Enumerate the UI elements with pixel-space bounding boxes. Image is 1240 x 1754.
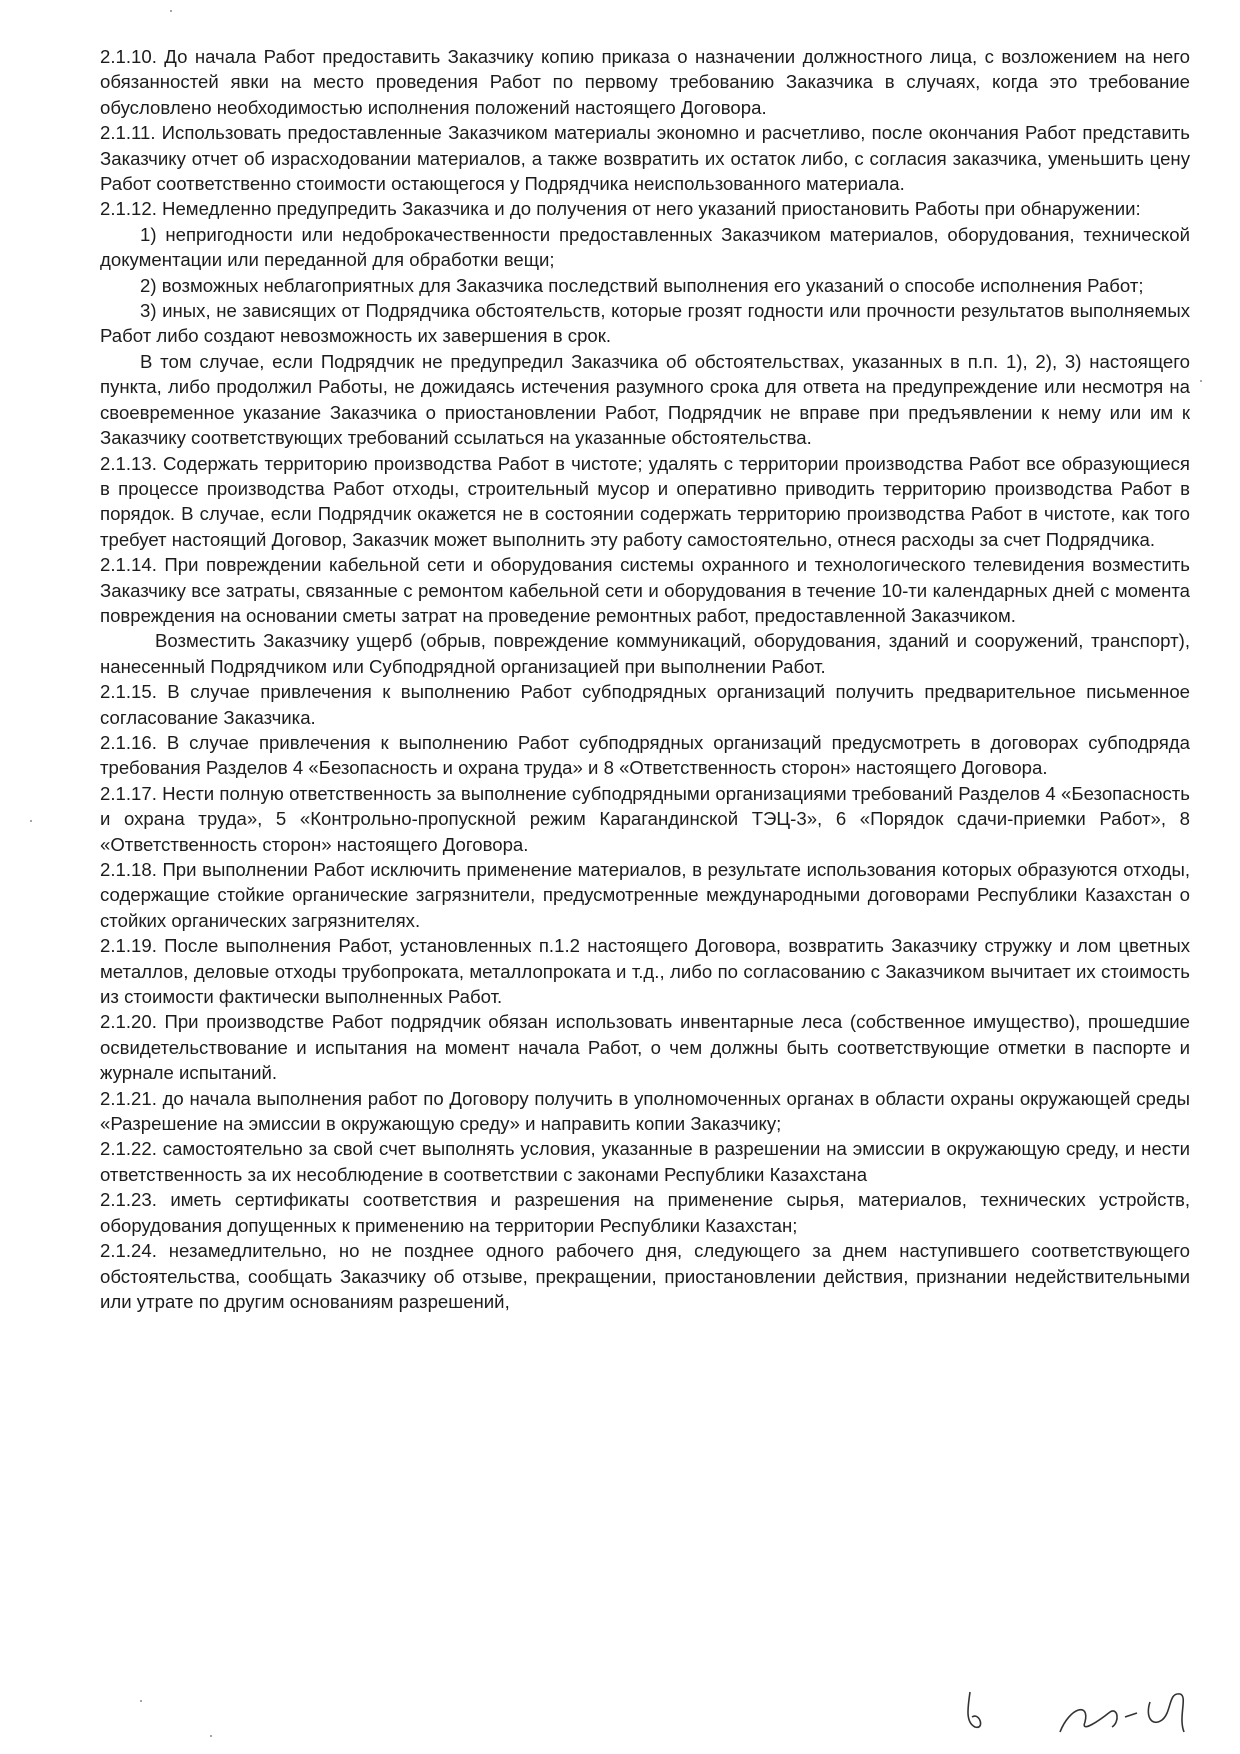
paragraph-p12: 2.1.16. В случае привлечения к выполнению Работ субподрядных организаций предусмотреть в договорах субподряда требования Разделов 4 «Безопасность и охрана труда» и 8 «Ответственность сторон» настоящего Договора.: [100, 731, 1190, 779]
handwritten-signature-icon: [940, 1672, 1200, 1742]
paragraph-p2: 2.1.11. Использовать предоставленные Заказчиком материалы экономно и расчетливо, после окончания Работ представить Заказчику отчет об израсходовании материалов, а также возвратить их остаток либо, с согласия заказчика, уменьшить цену Работ соответственно стоимости остающегося у Подрядчика неиспользованного материала.: [100, 122, 1190, 195]
document-page: [100, 44, 1190, 1314]
paragraph-p15: 2.1.19. После выполнения Работ, установленных п.1.2 настоящего Договора, возвратить Заказчику стружку и лом цветных металлов, деловые отходы трубопроката, металлопроката и т.д., либо по согласованию с Заказчиком вычитает их стоимость из стоимости фактически выполненных Работ.: [100, 935, 1190, 1008]
paragraph-p3: 2.1.12. Немедленно предупредить Заказчика и до получения от него указаний приостановить Работы при обнаружении:: [100, 198, 1141, 220]
paragraph-p1: 2.1.10. До начала Работ предоставить Заказчику копию приказа о назначении должностного лица, с возложением на него обязанностей явки на место проведения Работ по первому требованию Заказчика в случаях, когда это требование обусловлено необходимостью исполнения положений настоящего Договора.: [100, 46, 1190, 118]
paragraph-p6: 3) иных, не зависящих от Подрядчика обстоятельств, которые грозят годности или прочности результатов выполняемых Работ либо создают невозможность их завершения в срок.: [100, 300, 1190, 347]
paragraph-p11: 2.1.15. В случае привлечения к выполнению Работ субподрядных организаций получить предварительное письменное согласование Заказчика.: [100, 681, 1190, 728]
paragraph-p9: 2.1.14. При повреждении кабельной сети и оборудования системы охранного и технологического телевидения возместить Заказчику все затраты, связанные с ремонтом кабельной сети и оборудования в течение 10-ти календарных дней с момента повреждения на основании сметы затрат на проведение ремонтных работ, предоставленной Заказчиком.: [100, 554, 1190, 626]
paragraph-p7: В том случае, если Подрядчик не предупредил Заказчика об обстоятельствах, указанных в п.п. 1), 2), 3) настоящего пункта, либо продолжил Работы, не дожидаясь истечения разумного срока для ответа на предупреждение или несмотря на своевременное указание Заказчика о приостановлении Работ, Подрядчик не вправе при предъявлении к нему или им к Заказчику соответствующих требований ссылаться на указанные обстоятельства.: [100, 350, 1190, 449]
paragraph-p4: 1) непригодности или недоброкачественности предоставленных Заказчиком материалов, оборудования, технической документации или переданной для обработки вещи;: [100, 223, 1190, 271]
paragraph-p20: 2.1.24. незамедлительно, но не позднее одного рабочего дня, следующего за днем наступившего соответствующего обстоятельства, сообщать Заказчику об отзыве, прекращении, приостановлении действия, признании недействительными или утрате по другим основаниям разрешений,: [100, 1240, 1190, 1312]
paragraph-p13: 2.1.17. Нести полную ответственность за выполнение субподрядными организациями требований Разделов 4 «Безопасность и охрана труда», 5 «Контрольно-пропускной режим Карагандинской ТЭЦ-3», 6 «Порядок сдачи-приемки Работ», 8 «Ответственность сторон» настоящего Договора.: [100, 782, 1190, 855]
paragraph-p5: 2) возможных неблагоприятных для Заказчика последствий выполнения его указаний о способе исполнения Работ;: [140, 274, 1144, 296]
paragraph-p8: 2.1.13. Содержать территорию производства Работ в чистоте; удалять с территории производства Работ все образующиеся в процессе производства Работ отходы, строительный мусор и оперативно приводить территорию производства Работ в порядок. В случае, если Подрядчик окажется не в состоянии содержать территорию производства Работ в чистоте, как того требует настоящий Договор, Заказчик может выполнить эту работу самостоятельно, отнеся расходы за счет Подрядчика.: [100, 452, 1190, 550]
paragraph-p16: 2.1.20. При производстве Работ подрядчик обязан использовать инвентарные леса (собственное имущество), прошедшие освидетельствование и испытания на момент начала Работ, о чем должны быть соответствующие отметки в паспорте и журнале испытаний.: [100, 1011, 1190, 1084]
paragraph-p10: Возместить Заказчику ущерб (обрыв, повреждение коммуникаций, оборудования, зданий и сооружений, транспорт), нанесенный Подрядчиком или Субподрядной организацией при выполнении Работ.: [100, 630, 1190, 677]
paragraph-p14: 2.1.18. При выполнении Работ исключить применение материалов, в результате использования которых образуются отходы, содержащие стойкие органические загрязнители, предусмотренные международными договорами Республики Казахстан о стойких органических загрязнителях.: [100, 859, 1190, 931]
paragraph-p19: 2.1.23. иметь сертификаты соответствия и разрешения на применение сырья, материалов, технических устройств, оборудования допущенных к применению на территории Республики Казахстан;: [100, 1189, 1190, 1236]
paragraph-p18: 2.1.22. самостоятельно за свой счет выполнять условия, указанные в разрешении на эмиссии в окружающую среду, и нести ответственность за их несоблюдение в соответствии с законами Республики Казахстана: [100, 1138, 1190, 1185]
paragraph-p17: 2.1.21. до начала выполнения работ по Договору получить в уполномоченных органах в области охраны окружающей среды «Разрешение на эмиссии в окружающую среду» и направить копии Заказчику;: [100, 1087, 1190, 1135]
